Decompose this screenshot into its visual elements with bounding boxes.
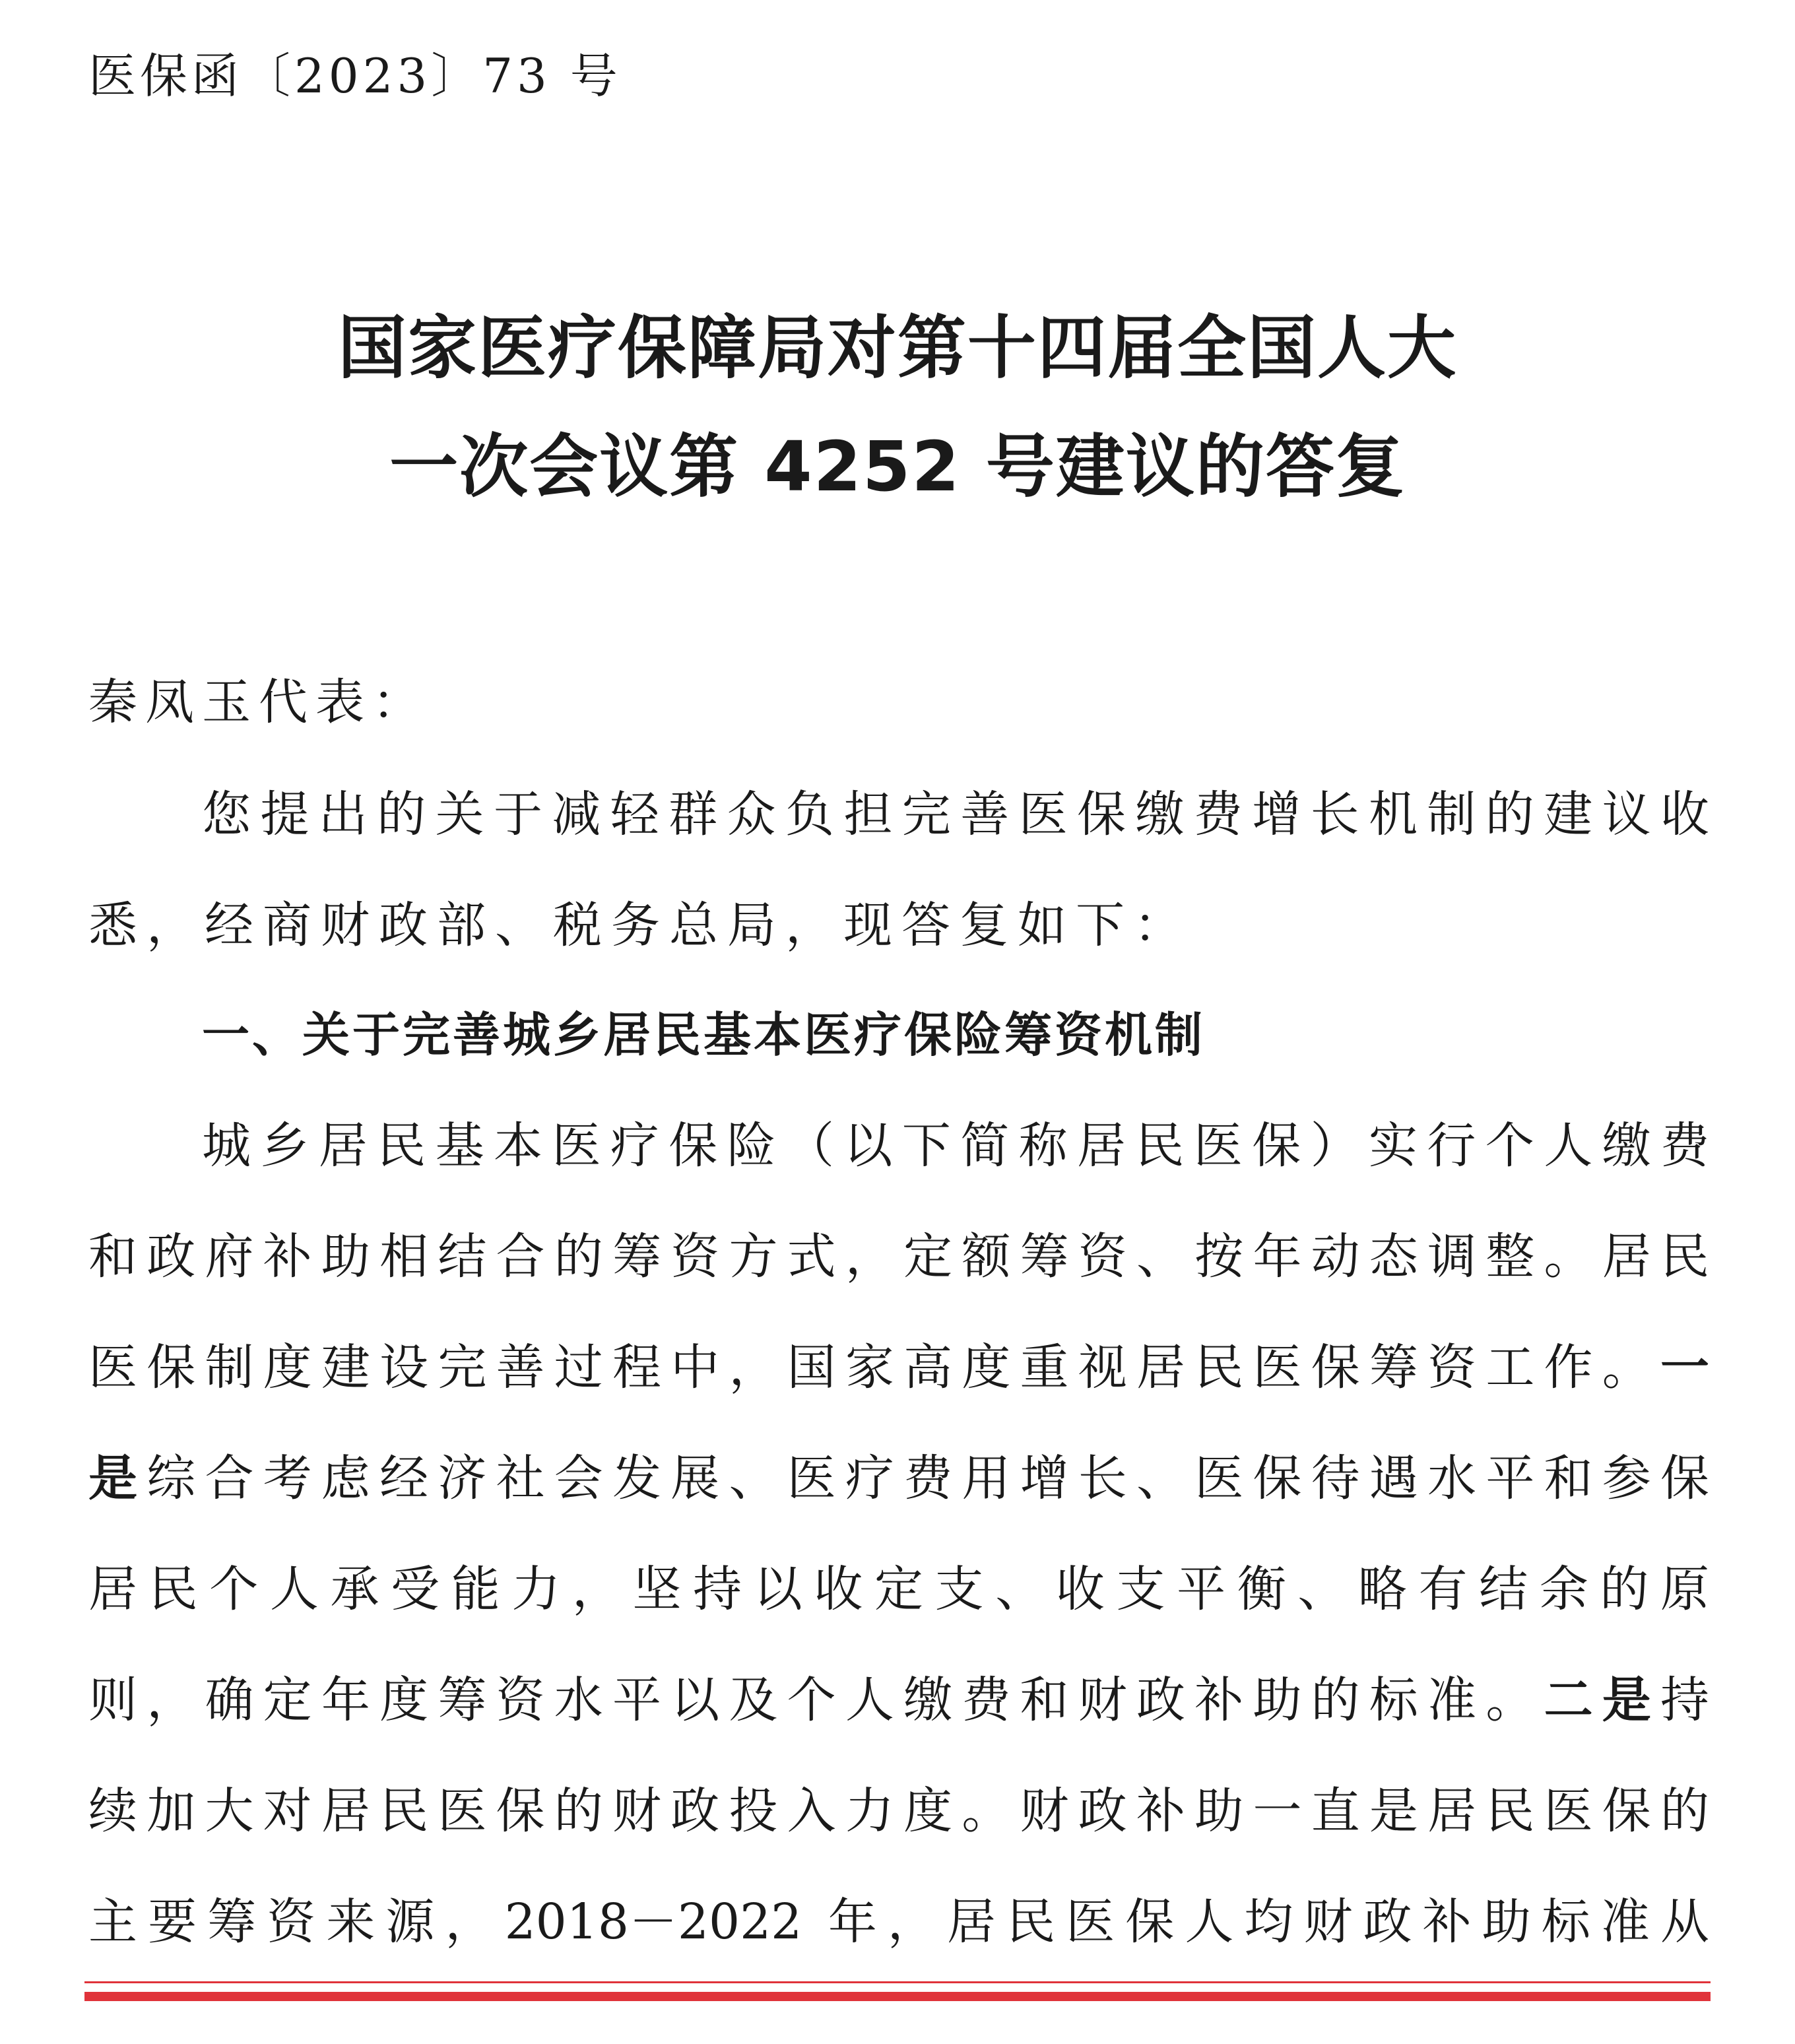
paragraph-line-6-text: 则，确定年度筹资水平以及个人缴费和财政补助的标准。 — [88, 1672, 1544, 1729]
paragraph-line-7: 续加大对居民医保的财政投入力度。财政补助一直是居民医保的 — [88, 1783, 1709, 1839]
paragraph-line-1: 城乡居民基本医疗保险（以下简称居民医保）实行个人缴费 — [202, 1117, 1709, 1174]
emphasis-first-end: 是 — [88, 1450, 147, 1507]
emphasis-first: 一 — [1660, 1339, 1709, 1396]
paragraph-line-4 — [88, 1445, 1709, 1511]
document-title-line-2: 一次会议第 4252 号建议的答复 — [389, 426, 1406, 507]
footer-rule-thick — [84, 1992, 1711, 2001]
paragraph-line-5: 居民个人承受能力，坚持以收定支、收支平衡、略有结余的原 — [88, 1561, 1709, 1618]
salutation: 秦凤玉代表： — [88, 674, 429, 731]
document-number: 医保函〔2023〕73 号 — [88, 48, 622, 104]
paragraph-line-2: 和政府补助相结合的筹资方式，定额筹资、按年动态调整。居民 — [88, 1228, 1709, 1285]
paragraph-line-8: 主要筹资来源，2018－2022 年，居民医保人均财政补助标准从 — [88, 1894, 1709, 1950]
paragraph-line-3 — [88, 1335, 1709, 1401]
document-title-line-1: 国家医疗保障局对第十四届全国人大 — [337, 308, 1457, 388]
intro-line-2: 悉，经商财政部、税务总局，现答复如下： — [88, 897, 1192, 954]
footer-rule-thin — [84, 1981, 1711, 1983]
emphasis-second: 二是 — [1544, 1672, 1661, 1729]
intro-line-1: 您提出的关于减轻群众负担完善医保缴费增长机制的建议收 — [202, 786, 1709, 843]
section-1-heading: 一、关于完善城乡居民基本医疗保险筹资机制 — [202, 1007, 1206, 1063]
paragraph-line-6-end: 持 — [1660, 1672, 1710, 1729]
paragraph-line-6 — [88, 1667, 1709, 1733]
paragraph-line-3-text: 医保制度建设完善过程中，国家高度重视居民医保筹资工作。 — [88, 1339, 1660, 1396]
paragraph-line-4-text: 综合考虑经济社会发展、医疗费用增长、医保待遇水平和参保 — [147, 1450, 1710, 1507]
